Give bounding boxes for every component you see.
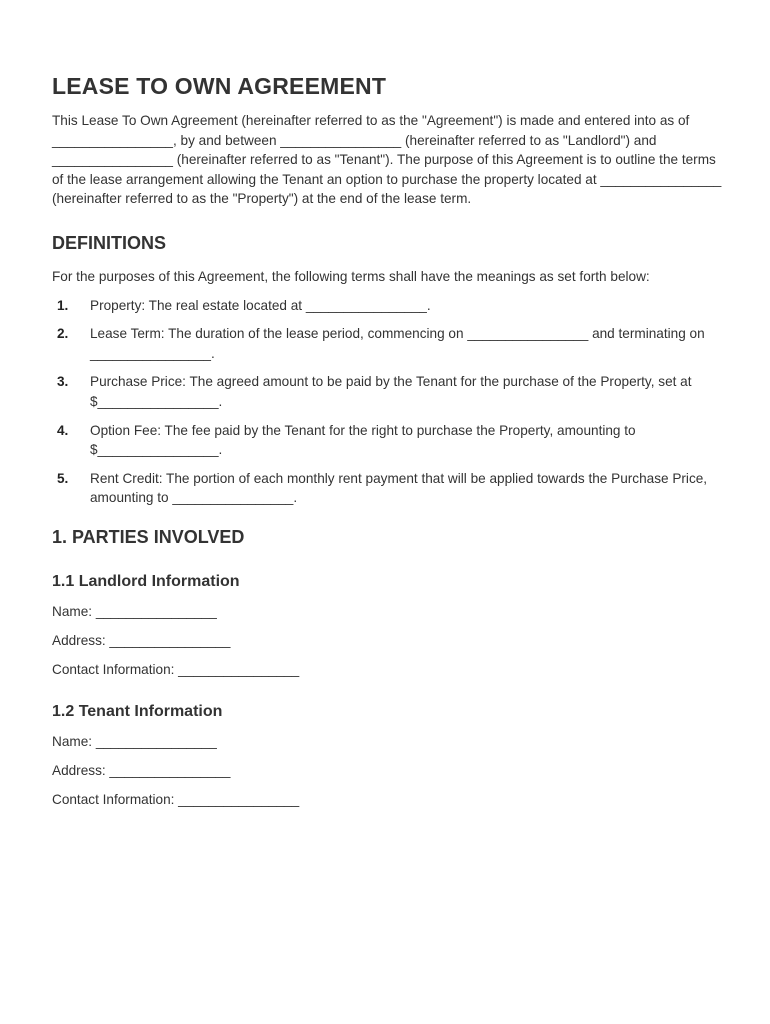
- definition-item: [52, 324, 722, 363]
- definition-item: [52, 296, 722, 316]
- definition-text: Purchase Price: The agreed amount to be paid by the Tenant for the purchase of the Property, set at $________________.: [90, 374, 692, 409]
- definitions-heading: DEFINITIONS: [52, 232, 167, 253]
- definition-number: 1.: [57, 297, 69, 313]
- definition-text: Rent Credit: The portion of each monthly rent payment that will be applied towards the Purchase Price, amounting to ________________.: [90, 470, 708, 506]
- definition-number: 5.: [57, 470, 69, 486]
- definition-item: [52, 469, 722, 508]
- tenant-contact-field: Contact Information: ________________: [52, 792, 300, 808]
- definition-item: [52, 372, 722, 411]
- definition-text: Property: The real estate located at ________________.: [90, 297, 431, 313]
- document-title: LEASE TO OWN AGREEMENT: [52, 73, 387, 99]
- tenant-address-field: Address: ________________: [52, 763, 231, 779]
- definition-text: Option Fee: The fee paid by the Tenant for the right to purchase the Property, amounting to $________________.: [90, 422, 636, 458]
- landlord-info-heading: 1.1 Landlord Information: [52, 572, 240, 590]
- tenant-info-heading: 1.2 Tenant Information: [52, 702, 223, 720]
- definition-number: 3.: [57, 374, 69, 390]
- definition-number: 4.: [57, 422, 69, 438]
- definition-number: 2.: [57, 326, 69, 342]
- definitions-intro: For the purposes of this Agreement, the following terms shall have the meanings as set forth below:: [52, 268, 650, 284]
- landlord-name-field: Name: ________________: [52, 603, 217, 619]
- tenant-name-field: Name: ________________: [52, 733, 217, 749]
- intro-paragraph: This Lease To Own Agreement (hereinafter referred to as the "Agreement") is made and entered into as of ________________, by and between ________________ (hereinafter referred to as "Landlord") and ________________ (hereinafter referred to as "Tenant"). The purpose of this Agreement is to outline the terms of the lease arrangement allowing the Tenant an option to purchase the property located at ________________ (hereinafter referred to as the "Property") at the end of the lease term.: [52, 113, 722, 207]
- landlord-contact-field: Contact Information: ________________: [52, 662, 300, 678]
- document-content: [52, 72, 722, 810]
- parties-heading: 1. PARTIES INVOLVED: [52, 526, 245, 547]
- definition-item: [52, 421, 722, 460]
- landlord-address-field: Address: ________________: [52, 633, 231, 649]
- definition-text: Lease Term: The duration of the lease period, commencing on ________________ and terminating on ________________.: [90, 326, 705, 361]
- definitions-list: [52, 296, 722, 508]
